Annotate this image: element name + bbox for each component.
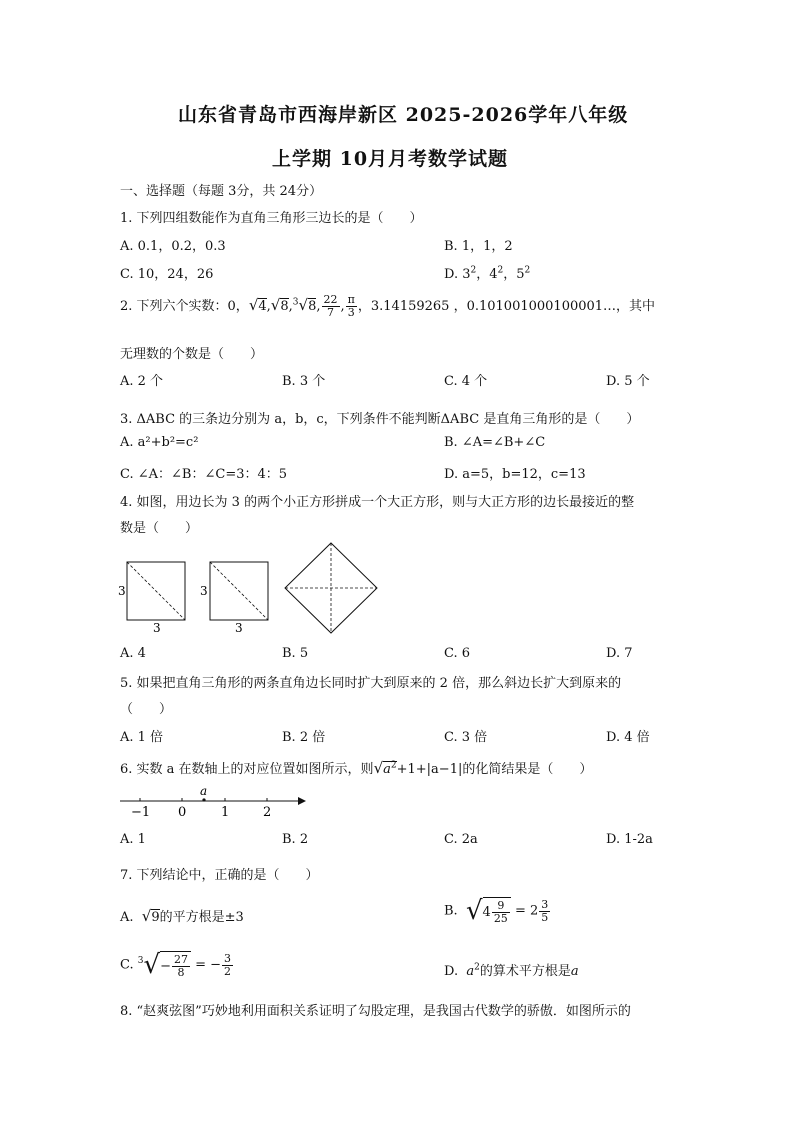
q7-option-d: D. $a^2$的算术平方根是a [444, 962, 579, 979]
q3-option-d: D. a=5，b=12，c=13 [444, 467, 586, 482]
q7-option-b: B. √4 $\frac{9}{25}$ = 2 $\frac{3}{5}$ [444, 896, 549, 926]
arrow-head [298, 797, 306, 805]
q1-option-a: A. 0.1，0.2，0.3 [120, 239, 226, 254]
q5-option-a: A. 1 倍 [120, 730, 164, 745]
label-left-2: 3 [200, 584, 208, 598]
title-line-2: 上学期 10月月考数学试题 [272, 148, 509, 170]
q4-option-a: A. 4 [120, 646, 146, 661]
point-a [202, 798, 205, 801]
q4-option-d: D. 7 [606, 646, 633, 661]
diagonal-1 [127, 562, 185, 620]
q3-option-a: A. a²+b²=c² [120, 435, 199, 450]
q6-option-c: C. 2a [444, 832, 478, 847]
point-a-label: a [200, 784, 208, 798]
q6-option-d: D. 1-2a [606, 832, 653, 847]
q6-option-b: B. 2 [282, 832, 309, 847]
q3-option-b: B. ∠A=∠B+∠C [444, 435, 546, 450]
q4-figure [115, 540, 395, 640]
q7-stem: 7. 下列结论中，正确的是（ ） [120, 868, 319, 883]
q1-option-b: B. 1，1，2 [444, 239, 513, 254]
tick-label-neg1: −1 [131, 805, 151, 819]
q4-option-b: B. 5 [282, 646, 309, 661]
q6-option-a: A. 1 [120, 832, 146, 847]
tick-label-0: 0 [178, 805, 187, 819]
title-line-1: 山东省青岛市西海岸新区 2025-2026学年八年级 [178, 104, 629, 126]
q2-option-c: C. 4 个 [444, 374, 488, 389]
q4-option-c: C. 6 [444, 646, 471, 661]
q5-option-d: D. 4 倍 [606, 730, 650, 745]
q7-option-c: C. $^3$√− $\frac{27}{8}$ = − $\frac{3}{2}$ [120, 950, 232, 980]
q6-stem: 6. 实数 a 在数轴上的对应位置如图所示，则$√a^2+1+|a-1|$的化简结果是（ ） [120, 759, 593, 777]
q2-option-a: A. 2 个 [120, 374, 164, 389]
q2-option-d: D. 5 个 [606, 374, 650, 389]
label-bottom-2: 3 [235, 621, 243, 635]
q1-option-c: C. 10，24，26 [120, 267, 214, 282]
label-left-1: 3 [118, 584, 126, 598]
q1-stem: 1. 下列四组数能作为直角三角形三边长的是（ ） [120, 211, 423, 226]
q5-option-b: B. 2 倍 [282, 730, 326, 745]
q2-stem: 2. 下列六个实数：0，√4,√8,$^3$√8, $\frac{22}{7}$ , $\frac{\pi}{3}$ ，3.14159265 ，0.101001000100001…，其中 [120, 293, 656, 319]
section-heading: 一、选择题（每题 3分，共 24分） [120, 184, 323, 199]
q4-stem-line-1: 4. 如图，用边长为 3 的两个小正方形拼成一个大正方形，则与大正方形的边长最接近的整 [120, 495, 635, 510]
q2-option-b: B. 3 个 [282, 374, 326, 389]
q3-option-c: C. ∠A：∠B：∠C=3：4：5 [120, 467, 288, 482]
tick-label-1: 1 [221, 805, 230, 819]
q6-number-line [118, 783, 308, 819]
q5-stem-line-2: （ ） [120, 702, 173, 717]
diagonal-2 [210, 562, 268, 620]
q1-option-d: D. $3^2$，$4^2$，$5^2$ [444, 265, 531, 282]
q5-option-c: C. 3 倍 [444, 730, 488, 745]
q8-stem: 8. “赵爽弦图”巧妙地利用面积关系证明了勾股定理，是我国古代数学的骄傲．如图所示的 [120, 1004, 631, 1019]
tick-label-2: 2 [263, 805, 272, 819]
q3-stem: 3. ΔABC 的三条边分别为 a，b，c，下列条件不能判断ΔABC 是直角三角形的是（ ） [120, 412, 640, 427]
q2-stem-line-2: 无理数的个数是（ ） [120, 347, 264, 362]
q7-option-a: A. √9的平方根是±3 [120, 907, 244, 925]
q5-stem-line-1: 5. 如果把直角三角形的两条直角边长同时扩大到原来的 2 倍，那么斜边长扩大到原来的 [120, 676, 622, 691]
label-bottom-1: 3 [153, 621, 161, 635]
q4-stem-line-2: 数是（ ） [120, 521, 199, 536]
